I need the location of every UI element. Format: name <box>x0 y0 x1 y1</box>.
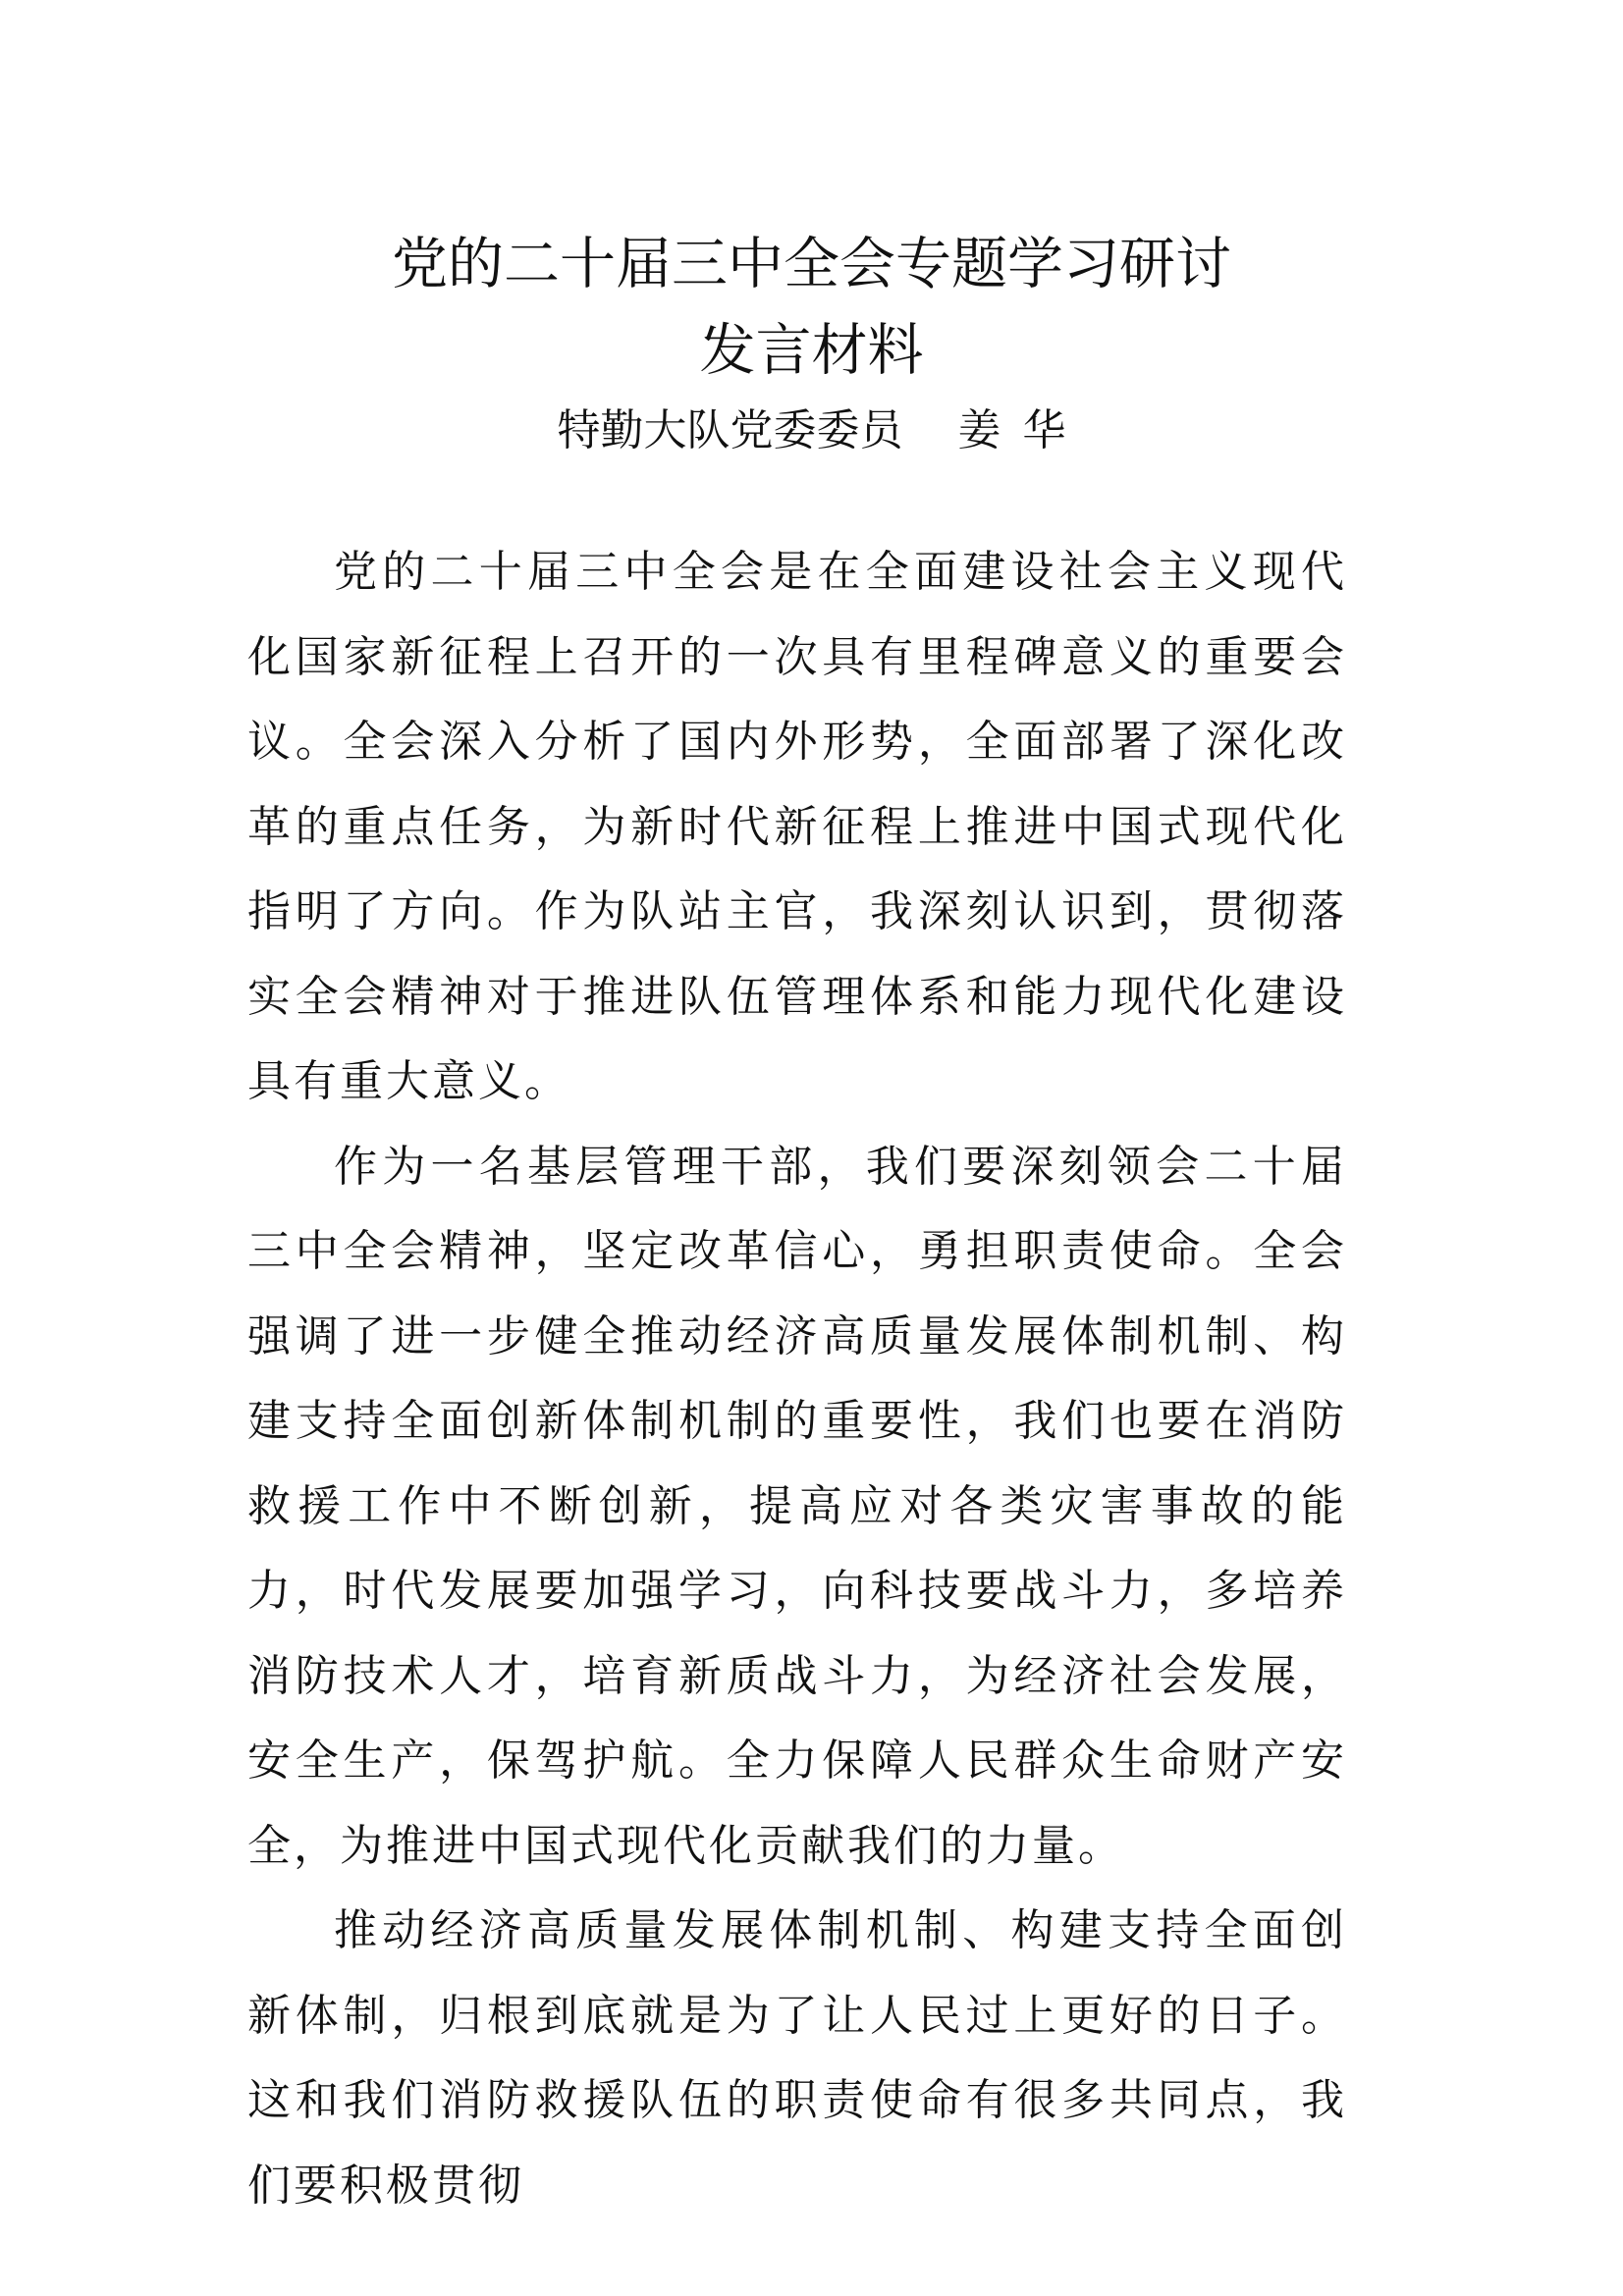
author-given-name: 华 <box>1022 405 1066 455</box>
paragraph: 党的二十届三中全会是在全面建设社会主义现代化国家新征程上召开的一次具有里程碑意义的重要会议。全会深入分析了国内外形势，全面部署了深化改革的重点任务，为新时代新征程上推进中国式现代化指明了方向。作为队站主官，我深刻认识到，贯彻落实全会精神对于推进队伍管理体系和能力现代化建设具有重大意义。 <box>247 547 1347 1106</box>
document-title-line1: 党的二十届三中全会专题学习研讨 <box>392 232 1231 296</box>
document-title-line2: 发言材料 <box>699 318 924 383</box>
paragraph: 作为一名基层管理干部，我们要深刻领会二十届三中全会精神，坚定改革信心，勇担职责使命。全会强调了进一步健全推动经济高质量发展体制机制、构建支持全面创新体制机制的重要性，我们也要在消防救援工作中不断创新，提高应对各类灾害事故的能力，时代发展要加强学习，向科技要战斗力，多培养消防技术人才，培育新质战斗力，为经济社会发展，安全生产，保驾护航。全力保障人民群众生命财产安全，为推进中国式现代化贡献我们的力量。 <box>247 1141 1347 1871</box>
author-surname: 姜 <box>957 405 1001 455</box>
document-body <box>247 530 1347 2228</box>
author-organization: 特勤大队党委委员 <box>557 405 903 455</box>
author-line <box>0 399 1623 463</box>
paragraph: 推动经济高质量发展体制机制、构建支持全面创新体制，归根到底就是为了让人民过上更好的日子。这和我们消防救援队伍的职责使命有很多共同点，我们要积极贯彻 <box>247 1905 1347 2211</box>
